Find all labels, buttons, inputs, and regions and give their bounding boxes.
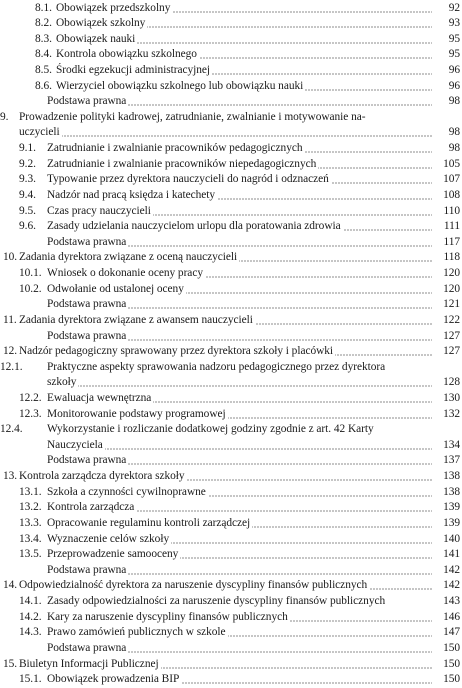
section-title: [47, 188, 432, 202]
section-title: [19, 657, 432, 671]
section-title-text: Podstawa prawna: [47, 235, 127, 248]
page-number: 142: [443, 579, 460, 592]
page-number: 138: [443, 470, 460, 483]
toc-entry-line: [0, 422, 462, 436]
section-number: 14.: [3, 579, 18, 592]
section-number: 8.1.: [35, 1, 52, 14]
section-title: [47, 172, 432, 186]
page-number: 96: [448, 79, 460, 92]
page-number: 117: [443, 235, 460, 248]
section-title: [47, 204, 432, 218]
page-number: 111: [443, 220, 460, 233]
page-number: 127: [443, 329, 460, 342]
section-title: [47, 610, 432, 624]
section-title: [47, 438, 432, 452]
toc-entry: [0, 344, 462, 358]
toc-entry: [0, 641, 462, 655]
toc-entry: [0, 453, 462, 467]
section-title-text: Nadzór pedagogiczny sprawowany przez dyrektora szkoły i placówki: [19, 345, 334, 358]
page-number: 134: [443, 438, 460, 451]
section-title-text: Typowanie przez dyrektora nauczycieli do nagród i odznaczeń: [47, 173, 329, 186]
section-title: [19, 125, 432, 139]
toc-entry: [0, 391, 462, 405]
section-number: 15.: [3, 657, 18, 670]
section-title-text: uczycieli: [19, 126, 60, 139]
section-number: 9.5.: [19, 204, 36, 217]
toc-entry: [0, 125, 462, 139]
page-number: 132: [443, 407, 460, 420]
section-title-text: Ewaluacja wewnętrzna: [47, 392, 152, 404]
section-number: 10.: [3, 251, 18, 264]
toc-entry: [0, 172, 462, 186]
section-title: [47, 94, 432, 108]
section-number: 12.4.: [0, 423, 23, 436]
page-number: 118: [443, 251, 460, 264]
section-number: 13.1.: [19, 485, 42, 498]
section-title: [47, 235, 432, 249]
section-title: [47, 391, 432, 405]
page-number: 95: [448, 48, 460, 61]
section-number: 13.3.: [19, 516, 42, 529]
toc-entry: [0, 16, 462, 30]
section-title-text: Nauczyciela: [47, 438, 103, 451]
section-number: 13.4.: [19, 532, 42, 545]
page-number: 141: [443, 548, 460, 561]
section-title: [56, 16, 432, 30]
section-number: 14.3.: [19, 626, 42, 639]
section-number: 9.3.: [19, 173, 36, 186]
page-number: 142: [443, 563, 460, 576]
page-number: 150: [443, 657, 460, 670]
section-title: [19, 469, 432, 483]
section-title-first-line: Prowadzenie polityki kadrowej, zatrudnianie, zwalnianie i motywowanie na-: [19, 110, 366, 123]
section-title-text: Obowiązek szkolny: [56, 17, 146, 30]
page-number: 95: [448, 32, 460, 45]
toc-entry: [0, 204, 462, 218]
section-title-text: Szkoła a czynności cywilnoprawne: [47, 485, 206, 498]
page-number: 110: [443, 204, 460, 217]
page-number: 120: [443, 282, 460, 295]
section-title-text: Podstawa prawna: [47, 95, 127, 108]
page-number: 98: [448, 126, 460, 139]
section-title: [19, 250, 432, 264]
section-title-text: Zadania dyrektora związane z oceną nauczycieli: [19, 251, 238, 264]
toc-entry: [0, 141, 462, 155]
section-title: [47, 407, 432, 421]
section-title: [47, 625, 432, 639]
page-number: 122: [443, 313, 460, 326]
toc-entry: [0, 485, 462, 499]
section-title: [47, 282, 432, 296]
section-title-text: Kontrola zarządcza dyrektora szkoły: [19, 470, 185, 483]
section-number: 12.2.: [19, 392, 42, 404]
page-number: 146: [443, 610, 460, 623]
toc-entry: [0, 329, 462, 343]
section-title-text: Monitorowanie podstawy programowej: [47, 407, 226, 420]
section-title-text: Przeprowadzenie samooceny: [47, 548, 179, 561]
toc-entry: [0, 578, 462, 592]
section-title: [47, 594, 432, 608]
toc-entry-line: [0, 110, 462, 124]
section-number: 13.5.: [19, 548, 42, 561]
section-title: [56, 79, 432, 93]
toc-entry: [0, 250, 462, 264]
page-number: 96: [448, 63, 460, 76]
section-title-text: Obowiązek nauki: [56, 32, 136, 45]
section-number: 12.1.: [0, 360, 23, 373]
section-number: 10.1.: [19, 267, 42, 280]
section-title-text: Wyznaczenie celów szkoły: [47, 532, 170, 545]
toc-entry: [0, 563, 462, 577]
section-number: 8.3.: [35, 32, 52, 45]
section-title: [19, 344, 432, 358]
page-number: 147: [443, 626, 460, 639]
toc-entry: [0, 188, 462, 202]
section-title: [47, 485, 432, 499]
section-title-text: Zasady odpowiedzialności za naruszenie dyscypliny finansów publicznych: [47, 595, 386, 608]
section-title-text: Odwołanie od ustalonej oceny: [47, 282, 184, 295]
page-number: 92: [448, 1, 460, 14]
toc-entry: [0, 672, 462, 686]
page-number: 127: [443, 345, 460, 358]
toc-entry: [0, 297, 462, 311]
toc-entry: [0, 657, 462, 671]
section-title: [47, 672, 432, 686]
section-title: [56, 32, 432, 46]
section-title: [47, 266, 432, 280]
section-title-text: Zatrudnianie i zwalnianie pracowników pedagogicznych: [47, 142, 303, 155]
toc-entry: [0, 500, 462, 514]
page-number: 139: [443, 501, 460, 514]
toc-entry: [0, 375, 462, 389]
toc-entry: [0, 407, 462, 421]
section-title: [47, 219, 432, 233]
section-title: [47, 563, 432, 577]
section-title: [47, 500, 432, 514]
section-title-text: Obowiązek prowadzenia BIP: [47, 673, 180, 686]
section-number: 8.6.: [35, 79, 52, 92]
page-number: 140: [443, 532, 460, 545]
page-number: 93: [448, 17, 460, 30]
section-title: [47, 297, 432, 311]
section-title-first-line: Wykorzystanie i rozliczanie dodatkowej godziny zgodnie z art. 42 Karty: [47, 423, 374, 436]
page-number: 143: [443, 595, 460, 608]
page-number: 98: [448, 142, 460, 155]
toc-entry: [0, 157, 462, 171]
section-number: 9.2.: [19, 157, 36, 170]
section-number: 13.2.: [19, 501, 42, 514]
section-title-text: Prawo zamówień publicznych w szkole: [47, 626, 226, 639]
toc-entry: [0, 63, 462, 77]
section-number: 8.4.: [35, 48, 52, 61]
section-title-text: Nadzór nad pracą księdza i katechety: [47, 188, 216, 201]
section-title: [47, 453, 432, 467]
page-number: 107: [443, 173, 460, 186]
toc-entry: [0, 516, 462, 530]
section-title: [47, 516, 432, 530]
toc-entry: [0, 547, 462, 561]
section-title-text: Biuletyn Informacji Publicznej: [19, 657, 159, 670]
toc-entry: [0, 94, 462, 108]
section-title: [56, 63, 432, 77]
section-title-text: Podstawa prawna: [47, 641, 127, 654]
section-title: [47, 641, 432, 655]
page-number: 108: [443, 188, 460, 201]
section-title-text: Opracowanie regulaminu kontroli zarządczej: [47, 516, 251, 529]
section-number: 15.1.: [19, 673, 42, 686]
page-number: 150: [443, 641, 460, 654]
toc-entry: [0, 47, 462, 61]
section-title: [47, 141, 432, 155]
section-number: 12.: [3, 345, 18, 358]
section-title-text: Wierzyciel obowiązku szkolnego lub obowiązku nauki: [56, 79, 304, 92]
page-number: 139: [443, 516, 460, 529]
toc-entry: [0, 610, 462, 624]
section-title-text: Obowiązek przedszkolny: [56, 1, 171, 14]
page-number: 120: [443, 267, 460, 280]
toc-entry: [0, 532, 462, 546]
section-title-text: Zadania dyrektora związane z awansem nauczycieli: [19, 313, 253, 326]
section-number: 8.5.: [35, 63, 52, 76]
toc-entry: [0, 469, 462, 483]
page-number: 105: [443, 157, 460, 170]
section-number: 9.4.: [19, 188, 36, 201]
section-title: [47, 329, 432, 343]
toc-entry: [0, 438, 462, 452]
toc-entry: [0, 266, 462, 280]
section-number: 12.3.: [19, 407, 42, 420]
section-title-text: Odpowiedzialność dyrektora za naruszenie dyscypliny finansów publicznych: [19, 579, 368, 592]
section-number: 9.6.: [19, 220, 36, 233]
toc-entry: [0, 235, 462, 249]
page-number: 130: [443, 392, 460, 404]
section-title: [19, 313, 432, 327]
toc-entry: [0, 313, 462, 327]
page-number: 98: [448, 95, 460, 108]
section-title: [47, 532, 432, 546]
toc-entry: [0, 79, 462, 93]
section-title-text: Czas pracy nauczycieli: [47, 204, 151, 217]
section-title: [47, 375, 432, 389]
section-title-text: Podstawa prawna: [47, 298, 127, 311]
page-number: 150: [443, 673, 460, 686]
toc-entry: [0, 594, 462, 608]
section-title-text: Środki egzekucji administracyjnej: [56, 63, 210, 76]
section-title: [47, 547, 432, 561]
section-title-text: Kontrola obowiązku szkolnego: [56, 48, 197, 61]
section-title: [19, 578, 432, 592]
section-title-text: Podstawa prawna: [47, 563, 127, 576]
toc-entry: [0, 219, 462, 233]
section-number: 14.1.: [19, 595, 42, 608]
page-number: 137: [443, 454, 460, 467]
section-number: 11.: [3, 313, 17, 326]
page-number: 138: [443, 485, 460, 498]
section-title-text: Wniosek o dokonanie oceny pracy: [47, 267, 203, 280]
section-title-text: Kontrola zarządcza: [47, 501, 135, 514]
section-title-text: Podstawa prawna: [47, 454, 127, 467]
page-number: 128: [443, 376, 460, 389]
section-title-text: Zasady udzielania nauczycielom urlopu dla poratowania zdrowia: [47, 220, 341, 233]
toc-entry: [0, 625, 462, 639]
toc-entry: [0, 1, 462, 15]
section-number: 10.2.: [19, 282, 42, 295]
section-number: 14.2.: [19, 610, 42, 623]
page-number: 121: [443, 298, 460, 311]
section-number: 8.2.: [35, 17, 52, 30]
section-title-text: Zatrudnianie i zwalnianie pracowników niepedagogicznych: [47, 157, 317, 170]
section-title-text: Kary za naruszenie dyscypliny finansów publicznych: [47, 610, 288, 623]
section-title-first-line: Praktyczne aspekty sprawowania nadzoru pedagogicznego przez dyrektora: [47, 360, 386, 373]
toc-entry: [0, 32, 462, 46]
toc-entry-line: [0, 360, 462, 374]
section-title: [56, 47, 432, 61]
section-number: 9.: [0, 110, 9, 123]
section-number: 13.: [3, 470, 18, 483]
section-title: [47, 157, 432, 171]
section-number: 9.1.: [19, 142, 36, 155]
section-title: [56, 1, 432, 15]
section-title-text: Podstawa prawna: [47, 329, 127, 342]
section-title-text: szkoły: [47, 376, 77, 389]
toc-entry: [0, 282, 462, 296]
